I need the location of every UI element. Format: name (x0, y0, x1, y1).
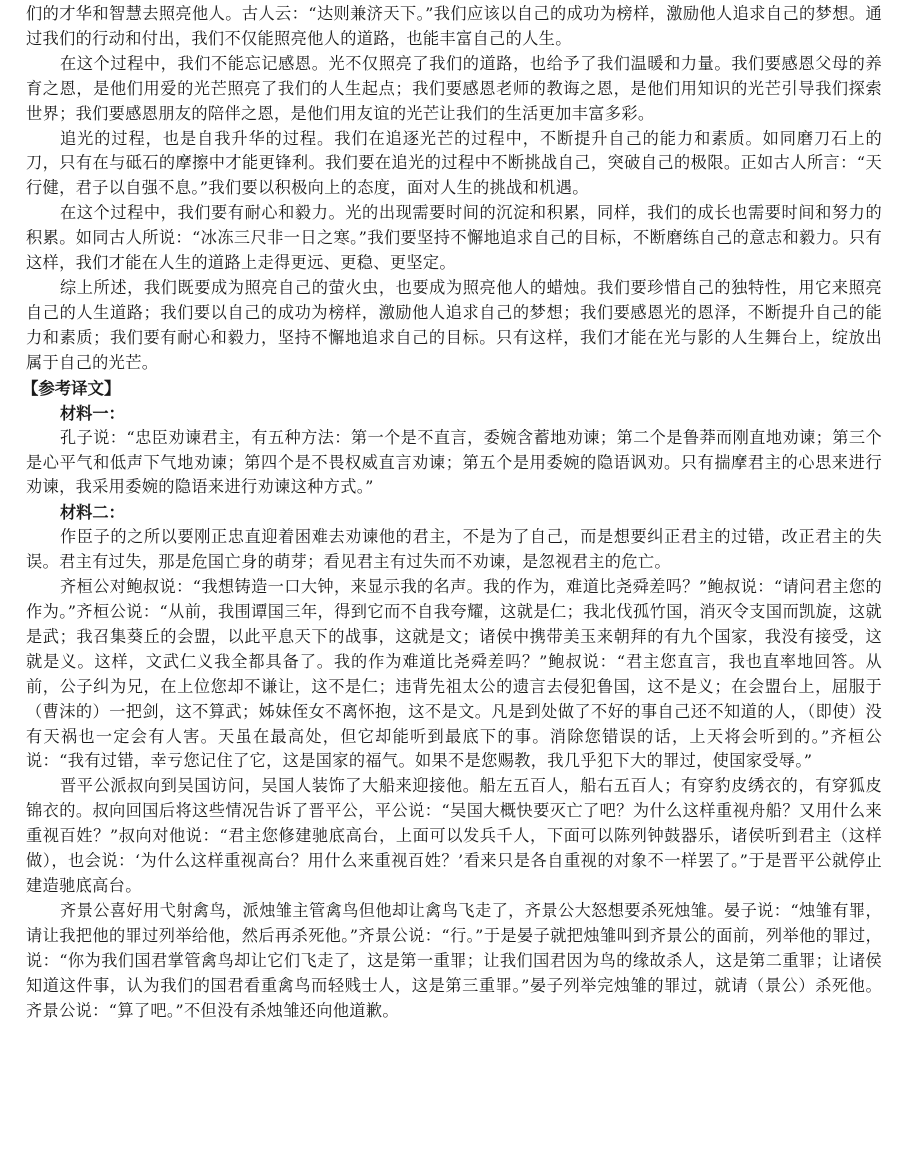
essay-paragraph: 在这个过程中，我们不能忘记感恩。光不仅照亮了我们的道路，也给予了我们温暖和力量。我们要感恩父母的养育之恩，是他们用爱的光芒照亮了我们的人生起点；我们要感恩老师的教诲之恩，是他们用知识的光芒引导我们探索世界；我们要感恩朋友的陪伴之恩，是他们用友谊的光芒让我们的生活更加丰富多彩。 (26, 53, 882, 123)
reference-translation-heading: 【参考译文】 (22, 378, 121, 398)
material-two-paragraph: 齐桓公对鲍叔说：“我想铸造一口大钟，来显示我的名声。我的作为，难道比尧舜差吗？”鲍叔说：“请问君主您的作为。”齐桓公说：“从前，我围谭国三年，得到它而不自我夸耀，这就是仁；我北伐孤竹国，消灭令支国而凯旋，这就是武；我召集葵丘的会盟，以此平息天下的战事，这就是文；诸侯中携带美玉来朝拜的有九个国家，我没有接受，这就是义。这样，文武仁义我全都具备了。我的作为难道比尧舜差吗？”鲍叔说：“君主您直言，我也直率地回答。从前，公子纠为兄，在上位您却不谦让，这不是仁；违背先祖太公的遗言去侵犯鲁国，这不是义；在会盟台上，屈服于（曹沫的）一把剑，这不算武；姊妹侄女不离怀抱，这不是文。凡是到处做了不好的事自己还不知道的人，（即使）没有天祸也一定会有人害。天虽在最高处，但它却能听到最底下的事。消除您错误的话，上天将会听到的。”齐桓公说：“我有过错，幸亏您记住了它，这是国家的福气。如果不是您赐教，我几乎犯下大的罪过，使国家受辱。” (26, 577, 882, 771)
material-two-paragraph: 作臣子的之所以要刚正忠直迎着困难去劝谏他的君主，不是为了自己，而是想要纠正君主的过错，改正君主的失误。君主有过失，那是危国亡身的萌芽；看见君主有过失而不劝谏，是忽视君主的危亡。 (26, 527, 882, 572)
material-two-paragraph: 齐景公喜好用弋射禽鸟，派烛雏主管禽鸟但他却让禽鸟飞走了，齐景公大怒想要杀死烛雏。晏子说：“烛雏有罪，请让我把他的罪过列举给他，然后再杀死他。”齐景公说：“行。”于是晏子就把烛雏叫到齐景公的面前，列举他的罪过，说：“你为我们国君掌管禽鸟却让它们飞走了，这是第一重罪；让我们国君因为鸟的缘故杀人，这是第二重罪；让诸侯知道这件事，认为我们的国君看重禽鸟而轻贱士人，这是第三重罪。”晏子列举完烛雏的罪过，就请（景公）杀死他。齐景公说：“算了吧。”不但没有杀烛雏还向他道歉。 (26, 900, 882, 1020)
material-two-paragraph: 晋平公派叔向到吴国访问，吴国人装饰了大船来迎接他。船左五百人，船右五百人；有穿豹皮绣衣的，有穿狐皮锦衣的。叔向回国后将这些情况告诉了晋平公，平公说：“吴国大概快要灭亡了吧？为什么这样重视舟船？又用什么来重视百姓？”叔向对他说：“君主您修建驰底高台，上面可以发兵千人，下面可以陈列钟鼓器乐，诸侯听到君主（这样做），也会说：‘为什么这样重视高台？用什么来重视百姓？’看来只是各自重视的对象不一样罢了。”于是晋平公就停止建造驰底高台。 (26, 776, 882, 895)
material-one-paragraph: 孔子说：“忠臣劝谏君主，有五种方法：第一个是不直言，委婉含蓄地劝谏；第二个是鲁莽而刚直地劝谏；第三个是心平气和低声下气地劝谏；第四个是不畏权威直言劝谏；第五个是用委婉的隐语讽劝。只有揣摩君主的心思来进行劝谏，我采用委婉的隐语来进行劝谏这种方式。” (26, 427, 882, 497)
material-two-label: 材料二： (60, 503, 125, 523)
material-one-label: 材料一： (60, 403, 125, 423)
essay-paragraph: 综上所述，我们既要成为照亮自己的萤火虫，也要成为照亮他人的蜡烛。我们要珍惜自己的独特性，用它来照亮自己的人生道路；我们要以自己的成功为榜样，激励他人追求自己的梦想；我们要感恩光的恩泽，不断提升自己的能力和素质；我们要有耐心和毅力，坚持不懈地追求自己的目标。只有这样，我们才能在光与影的人生舞台上，绽放出属于自己的光芒。 (26, 277, 882, 372)
essay-paragraph: 们的才华和智慧去照亮他人。古人云：“达则兼济天下。”我们应该以自己的成功为榜样，激励他人追求自己的梦想。通过我们的行动和付出，我们不仅能照亮他人的道路，也能丰富自己的人生。 (26, 4, 882, 48)
essay-paragraph: 在这个过程中，我们要有耐心和毅力。光的出现需要时间的沉淀和积累，同样，我们的成长也需要时间和努力的积累。如同古人所说：“冰冻三尺非一日之寒。”我们要坚持不懈地追求自己的目标，不断磨练自己的意志和毅力。只有这样，我们才能在人生的道路上走得更远、更稳、更坚定。 (26, 203, 882, 273)
essay-paragraph: 追光的过程，也是自我升华的过程。我们在追逐光芒的过程中，不断提升自己的能力和素质。如同磨刀石上的刀，只有在与砥石的摩擦中才能更锋利。我们要在追光的过程中不断挑战自己，突破自己的极限。正如古人所言：“天行健，君子以自强不息。”我们要以积极向上的态度，面对人生的挑战和机遇。 (26, 128, 882, 198)
